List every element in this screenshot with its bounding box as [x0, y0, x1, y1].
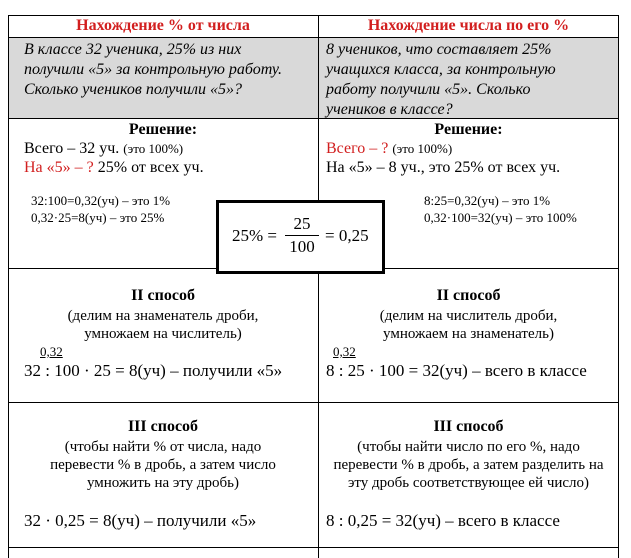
method3-desc-right-2: перевести % в дробь, а затем разделить на [333, 457, 604, 473]
method3-desc-right-3: эту дробь соответствующее ей число) [347, 475, 590, 491]
formula-fraction [285, 214, 319, 257]
method2-title-right: II способ [436, 287, 501, 304]
method3-expr-left: 32 · 0,25 = 8(уч) – получили «5» [24, 511, 257, 530]
header-right: Нахождение числа по его % [367, 17, 570, 34]
solution-given-left [24, 139, 183, 159]
method2-expr-left: 32 : 100 · 25 = 8(уч) – получили «5» [24, 361, 283, 380]
method3-title-right: III способ [433, 418, 504, 435]
method2-desc-right-2: умножаем на знаменатель) [383, 326, 554, 342]
task-right: 8 учеников, что составляет 25% учащихся класса, за контрольную работу получили «5». Сколько учеников в классе? [326, 41, 556, 118]
calc-right-1: 8:25=0,32(уч) – это 1% [424, 193, 551, 208]
method2-intermediate-right: 0,32 [333, 344, 356, 359]
method3-title-left: III способ [127, 418, 199, 435]
solution-question-left [24, 158, 204, 178]
formula-lhs: 25% = [232, 226, 277, 245]
method3-desc-left-2: перевести % в дробь, а затем число [50, 457, 276, 473]
given-total-note-right: (это 100%) [392, 141, 453, 156]
formula-numerator: 25 [293, 214, 311, 233]
solution-known-right: На «5» – 8 уч., это 25% от всех уч. [326, 159, 561, 176]
table-border-right [618, 15, 619, 558]
calc-right-2: 0,32·100=32(уч) – это 100% [424, 210, 577, 225]
given-total-question: Всего – ? [326, 140, 389, 157]
method3-expr-right: 8 : 0,25 = 32(уч) – всего в классе [326, 511, 560, 530]
method3-desc-right-1: (чтобы найти число по его %, надо [357, 439, 580, 455]
row-divider-solution-left [8, 268, 216, 269]
calc-left-1: 32:100=0,32(уч) – это 1% [31, 193, 171, 208]
given-total: Всего – 32 уч. [24, 140, 120, 157]
method3-desc-left-3: умножить на эту дробь) [86, 475, 240, 491]
method2-desc-left-1: (делим на знаменатель дроби, [67, 308, 259, 324]
solution-title-left: Решение: [128, 121, 198, 138]
task-left: В классе 32 ученика, 25% из них получили «5» за контрольную работу. Сколько учеников получили «5»? [24, 41, 282, 98]
given-total-note: (это 100%) [123, 141, 184, 156]
formula-denominator: 100 [289, 237, 315, 256]
row-divider-method3 [8, 547, 619, 548]
row-divider-solution-right [385, 268, 619, 269]
method2-desc-right-1: (делим на числитель дроби, [379, 308, 558, 324]
formula-rhs: = 0,25 [325, 226, 369, 245]
row-divider-method2 [8, 402, 619, 403]
solution-given-right [326, 139, 452, 159]
header-left: Нахождение % от числа [76, 17, 250, 34]
method2-desc-left-2: умножаем на числитель) [84, 326, 242, 342]
question-percent: 25% от всех уч. [97, 159, 204, 176]
question-marks: На «5» – ? [24, 159, 94, 176]
column-divider-top [318, 15, 319, 216]
solution-title-right: Решение: [434, 121, 503, 138]
table-border-top [8, 15, 619, 16]
row-divider-header [8, 37, 619, 38]
method2-title-left: II способ [131, 287, 195, 304]
fraction-bar [285, 235, 319, 236]
method2-intermediate-left: 0,32 [40, 344, 63, 359]
method2-expr-right: 8 : 25 · 100 = 32(уч) – всего в классе [326, 361, 587, 380]
calc-left-2: 0,32·25=8(уч) – это 25% [31, 210, 165, 225]
method3-desc-left-1: (чтобы найти % от числа, надо [64, 439, 262, 455]
